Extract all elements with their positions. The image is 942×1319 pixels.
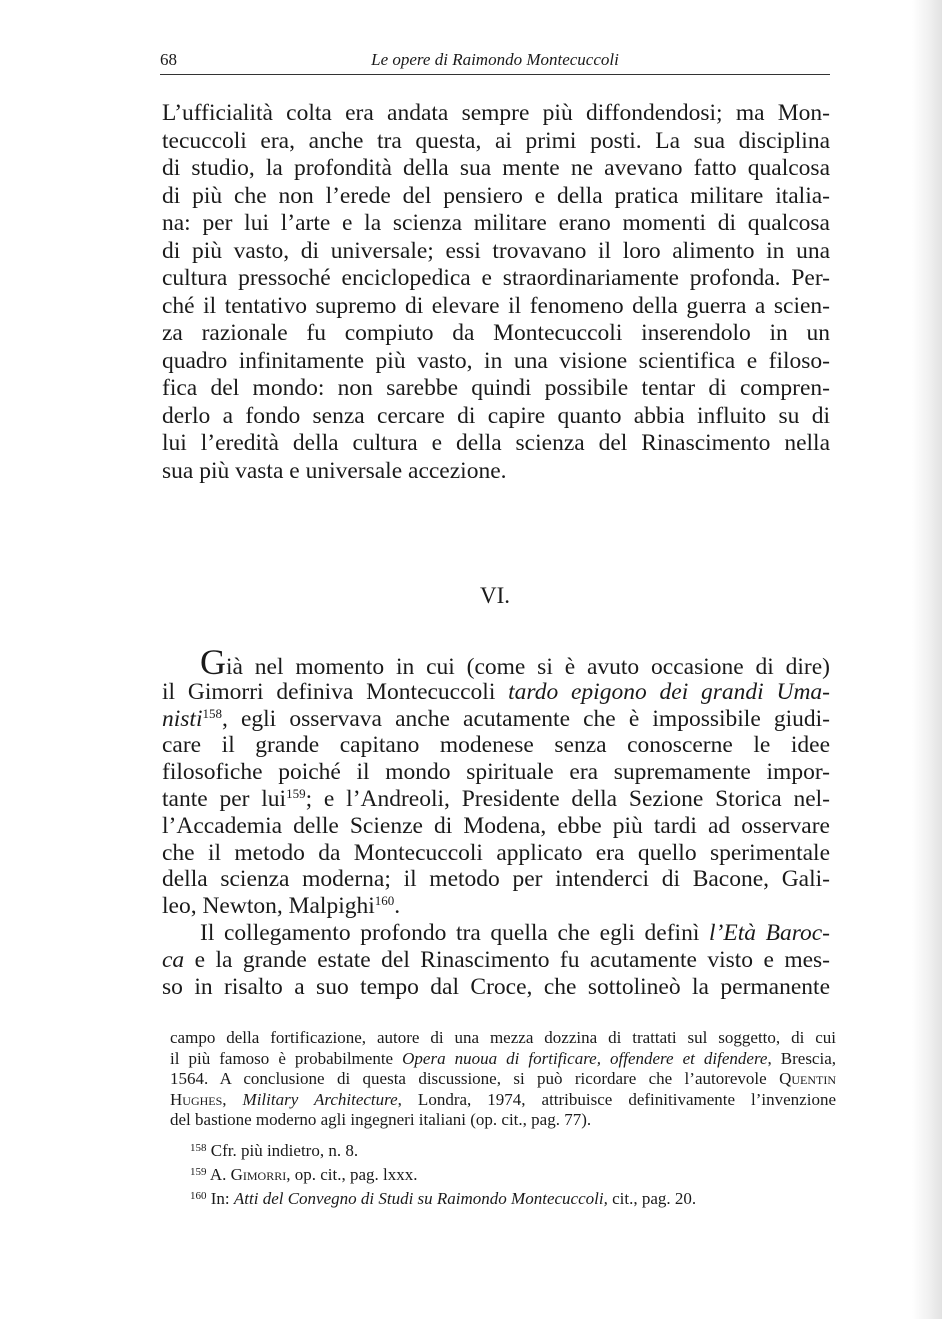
section-heading: VI. <box>479 583 511 608</box>
text-line: l’Accademia delle Scienze di Modena, ebbe più tardi ad osservare <box>162 812 830 839</box>
text-line: leo, Newton, Malpighi$^{160}$. <box>162 893 401 920</box>
running-title: Le opere di Raimondo Montecuccoli <box>371 50 619 69</box>
footnote-number: 159 <box>190 1165 207 1178</box>
text-line: filosofiche poiché il mondo spirituale era supremamente impor- <box>162 759 830 786</box>
footnote-160: $^{160}$ In: Atti del Convegno di Studi su Raimondo Montecuccoli, cit., pag. 20. <box>190 1188 697 1208</box>
footnotes <box>170 1028 836 1211</box>
footnote-number: 160 <box>190 1189 207 1202</box>
text-line: fica del mondo: non sarebbe quindi possibile tentar di compren- <box>162 375 830 401</box>
footnote-ref: 158 <box>202 705 222 721</box>
footnote-line: del bastione moderno agli ingegneri italiani (op. cit., pag. 77). <box>170 1110 592 1130</box>
text-line: di più vasto, di universale; essi trovavano il loro alimento in una <box>162 237 830 264</box>
text-line: quadro infinitamente più vasto, in una visione scientifica e filoso- <box>162 347 830 374</box>
text-line: nisti$^{158}$, egli osservava anche acutamente che è impossibile giudi- <box>162 705 830 732</box>
footnote-line: campo della fortificazione, autore di una mezza dozzina di trattati sul soggetto, di cui <box>170 1028 836 1047</box>
text-line: il Gimorri definiva Montecuccoli tardo epigono dei grandi Uma- <box>162 678 830 705</box>
text-line: L’ufficialità colta era andata sempre più diffondendosi; ma Mon- <box>162 100 830 126</box>
text-line: za razionale fu compiuto da Montecuccoli inserendolo in un <box>162 320 830 346</box>
text-line: ca e la grande estate del Rinascimento fu acutamente visto e mes- <box>162 946 830 973</box>
footnote-line: il più famoso è probabilmente Opera nuoua di fortificare, offendere et difendere, Brescia, <box>170 1048 836 1068</box>
footnote-ref: 159 <box>286 785 306 801</box>
footnote-line: 1564. A conclusione di questa discussione, si può ricordare che l’autorevole Quentin <box>170 1069 836 1089</box>
text-line: ché il tentativo supremo di elevare il fenomeno della guerra a scien- <box>162 292 830 319</box>
text-line: Il collegamento profondo tra quella che egli definì l’Età Baroc- <box>200 919 831 946</box>
footnote-ref: 160 <box>374 893 395 909</box>
page-number: 68 <box>160 50 177 69</box>
page-header <box>160 50 830 76</box>
text-line: tecuccoli era, anche tra questa, ai primi posti. La sua disciplina <box>162 127 830 154</box>
footnote-158: $^{158}$ Cfr. più indietro, n. 8. <box>190 1140 359 1160</box>
text-line: della scienza moderna; il metodo per intenderci di Bacone, Gali- <box>162 866 830 893</box>
text-line: cultura pressoché enciclopedica e straordinariamente profonda. Per- <box>162 265 830 291</box>
header-rule <box>160 74 830 75</box>
text-line: che il metodo da Montecuccoli applicato era quello sperimentale <box>162 839 830 866</box>
text-line: di più che non l’erede del pensiero e della pratica militare italia- <box>162 182 830 209</box>
text-line: tante per lui$^{159}$; e l’Andreoli, Presidente della Sezione Storica nel- <box>162 785 830 812</box>
text-line: lui l’eredità della cultura e della scienza del Rinascimento nella <box>162 430 830 456</box>
text-line: so in risalto a suo tempo dal Croce, che sottolineò la permanente <box>162 973 830 1000</box>
footnote-line: Hughes, Military Architecture, Londra, 1974, attribuisce definitivamente l’invenzione <box>170 1089 837 1109</box>
text-line: sua più vasta e universale accezione. <box>162 457 507 484</box>
scan-edge-shadow <box>912 0 942 1319</box>
text-line: di studio, la profondità della sua mente ne avevano fatto qualcosa <box>162 155 830 181</box>
paragraph-1 <box>162 100 830 485</box>
text-line: na: per lui l’arte e la scienza militare erano momenti di qualcosa <box>162 210 830 236</box>
footnote-number: 158 <box>190 1141 207 1154</box>
drop-cap: G <box>200 642 226 682</box>
text-line: Già nel momento in cui (come si è avuto occasione di dire) <box>200 642 830 682</box>
text-line: care il grande capitano modenese senza conoscerne le idee <box>162 732 830 759</box>
text-line: derlo a fondo senza cercare di capire quanto abbia influito su di <box>162 402 830 429</box>
paragraph-2 <box>162 642 831 1000</box>
footnote-159: $^{159}$ A. Gimorri, op. cit., pag. lxxx. <box>190 1164 418 1184</box>
